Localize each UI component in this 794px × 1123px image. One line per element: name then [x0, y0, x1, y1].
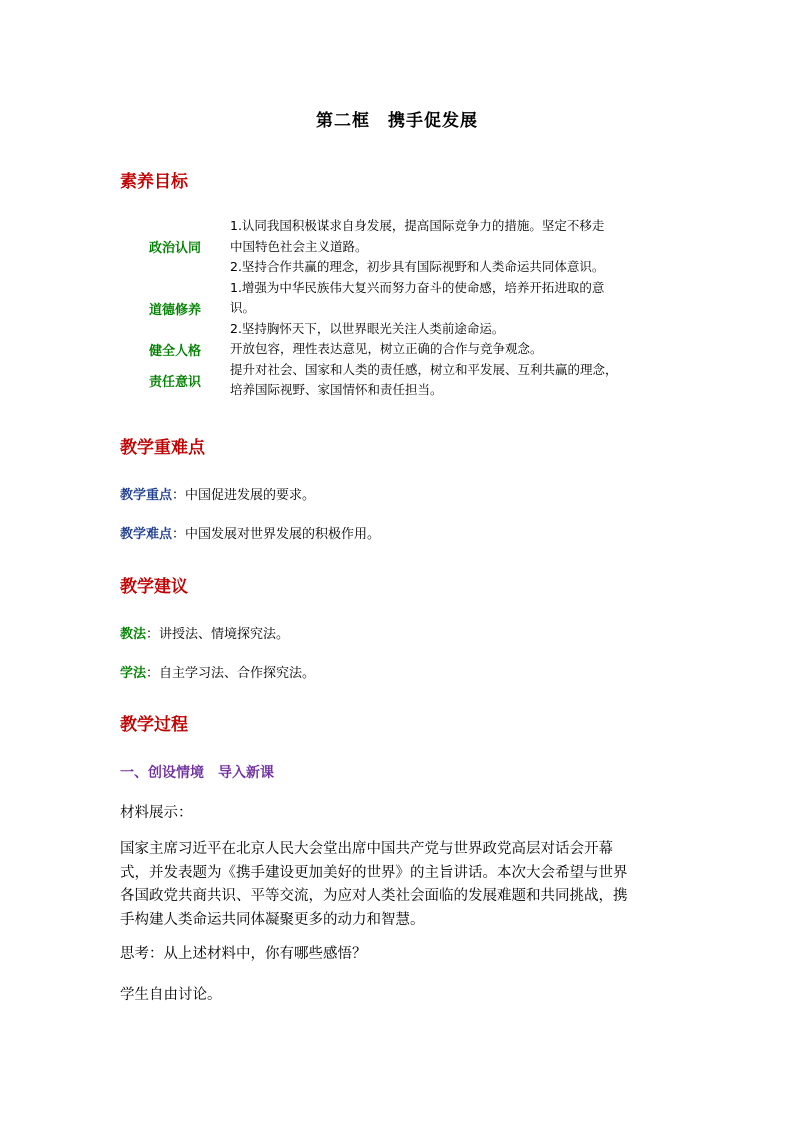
- goal-row-responsibility: [120, 360, 680, 401]
- teaching-difficulty-label: 教学难点: [120, 527, 173, 542]
- colon: ：: [146, 666, 160, 681]
- colon: ：: [146, 627, 160, 642]
- teaching-method-text: 讲授法、情境探究法。: [159, 627, 290, 642]
- goal-row-moral: [120, 278, 680, 340]
- suggestions-heading: 教学建议: [120, 577, 188, 597]
- goal-line: 1.增强为中华民族伟大复兴而努力奋斗的使命感，培养开拓进取的意: [230, 279, 605, 295]
- goal-row-political: [120, 216, 680, 278]
- goal-description: [230, 216, 680, 278]
- goal-line: 识。: [230, 300, 256, 315]
- teaching-focus: [120, 484, 315, 503]
- goal-line: 培养国际视野、家国情怀和责任担当。: [230, 382, 443, 397]
- learning-method: [120, 662, 315, 681]
- teaching-difficulty-text: 中国发展对世界发展的积极作用。: [185, 527, 381, 542]
- goal-description: [230, 339, 680, 360]
- material-paragraph: [120, 838, 680, 932]
- goal-line: 中国特色社会主义道路。: [230, 238, 368, 254]
- goal-row-personality: [120, 339, 680, 360]
- material-intro: 材料展示：: [120, 805, 193, 821]
- paragraph-line: 式，并发表题为《携手建设更加美好的世界》的主旨讲话。本次大会希望与世界: [120, 864, 628, 881]
- colon: ：: [172, 527, 186, 542]
- document-title: 第二框 携手促发展: [316, 111, 478, 131]
- goal-line: 提升对社会、国家和人类的责任感，树立和平发展、互利共赢的理念，: [230, 361, 618, 377]
- teaching-focus-text: 中国促进发展的要求。: [185, 488, 316, 503]
- question-text: 思考：从上述材料中，你有哪些感悟？: [120, 946, 367, 962]
- goal-description: [230, 360, 680, 401]
- goal-label: 政治认同: [148, 241, 201, 257]
- goal-label: 道德修养: [148, 302, 201, 318]
- teaching-method-label: 教法: [120, 627, 147, 642]
- key-points-heading: 教学重难点: [120, 438, 205, 458]
- learning-method-text: 自主学习法、合作探究法。: [159, 666, 316, 681]
- goal-line: 2.坚持胸怀天下，以世界眼光关注人类前途命运。: [230, 320, 505, 336]
- paragraph-line: 各国政党共商共识、平等交流，为应对人类社会面临的发展难题和共同挑战，携: [120, 888, 628, 904]
- goal-label: 健全人格: [148, 343, 201, 359]
- goal-line: 2.坚持合作共赢的理念，初步具有国际视野和人类命运共同体意识。: [230, 259, 605, 274]
- colon: ：: [172, 488, 186, 503]
- goal-label: 责任意识: [148, 374, 201, 390]
- teaching-focus-label: 教学重点: [120, 488, 173, 503]
- goal-description: [230, 278, 680, 340]
- goal-line: 1.认同我国积极谋求自身发展，提高国际竞争力的措施。坚定不移走: [230, 218, 605, 233]
- discussion-text: 学生自由讨论。: [120, 987, 222, 1003]
- goal-line: 开放包容，理性表达意见，树立正确的合作与竞争观念。: [230, 341, 543, 356]
- paragraph-line: 国家主席习近平在北京人民大会堂出席中国共产党与世界政党高层对话会开幕: [120, 841, 613, 857]
- teaching-method: [120, 623, 289, 642]
- process-heading: 教学过程: [120, 715, 188, 735]
- goals-table: [120, 216, 680, 401]
- goals-heading: 素养目标: [120, 172, 188, 192]
- step1-heading: 一、创设情境 导入新课: [120, 765, 274, 781]
- learning-method-label: 学法: [120, 666, 147, 681]
- teaching-difficulty: [120, 523, 380, 542]
- paragraph-line: 手构建人类命运共同体凝聚更多的动力和智慧。: [120, 911, 425, 928]
